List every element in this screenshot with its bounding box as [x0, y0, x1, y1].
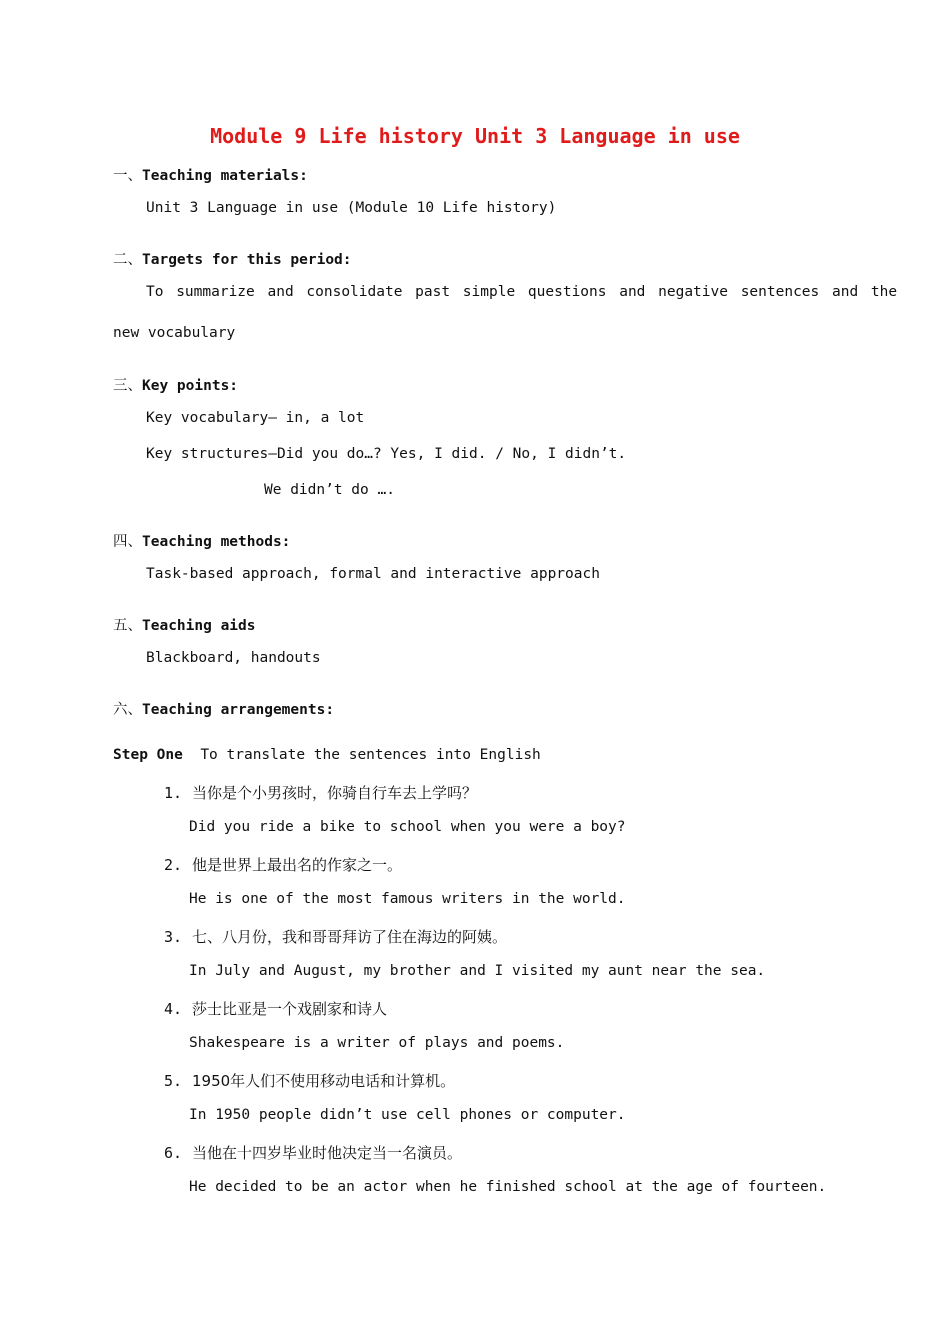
- section-number: 一、: [113, 168, 142, 184]
- section-heading-materials: [113, 164, 308, 185]
- item-chinese: [164, 782, 477, 803]
- item-number: 1.: [164, 784, 183, 802]
- step-instruction: To translate the sentences into English: [200, 747, 541, 763]
- item-english: Shakespeare is a writer of plays and poems.: [189, 1035, 565, 1051]
- item-chinese: [164, 854, 402, 875]
- item-english: In 1950 people didn’t use cell phones or computer.: [189, 1107, 626, 1123]
- section-heading-key-points: [113, 374, 238, 395]
- item-english: Did you ride a bike to school when you were a boy?: [189, 819, 626, 835]
- section-text: Blackboard, handouts: [146, 650, 321, 666]
- section-text: Unit 3 Language in use (Module 10 Life history): [146, 200, 557, 216]
- item-number: 2.: [164, 856, 183, 874]
- section-title: Teaching arrangements:: [142, 702, 335, 718]
- item-english: He is one of the most famous writers in the world.: [189, 891, 626, 907]
- section-number: 四、: [113, 534, 142, 550]
- section-heading-targets: [113, 248, 352, 269]
- section-number: 二、: [113, 252, 142, 268]
- step-one: [113, 747, 541, 763]
- item-chinese: [164, 998, 387, 1019]
- step-label: Step One: [113, 747, 183, 763]
- key-structures: Key structures—Did you do…? Yes, I did. / No, I didn’t.: [146, 446, 627, 462]
- item-chinese-text: 七、八月份，我和哥哥拜访了住在海边的阿姨。: [192, 928, 508, 946]
- section-title: Teaching materials:: [142, 168, 308, 184]
- item-chinese-text: 他是世界上最出名的作家之一。: [192, 856, 403, 874]
- section-heading-methods: [113, 530, 290, 551]
- item-chinese-text: 当他在十四岁毕业时他决定当一名演员。: [192, 1144, 463, 1162]
- item-english: In July and August, my brother and I visited my aunt near the sea.: [189, 963, 766, 979]
- section-heading-arrangements: [113, 698, 334, 719]
- item-chinese: [164, 926, 507, 947]
- section-title: Key points:: [142, 378, 239, 394]
- item-chinese-text: 莎士比亚是一个戏剧家和诗人: [192, 1000, 388, 1018]
- item-number: 6.: [164, 1144, 183, 1162]
- section-title: Targets for this period:: [142, 252, 352, 268]
- page-title: Module 9 Life history Unit 3 Language in use: [210, 124, 740, 148]
- item-chinese-text: 当你是个小男孩时，你骑自行车去上学吗？: [192, 784, 478, 802]
- section-title: Teaching aids: [142, 618, 256, 634]
- item-number: 5.: [164, 1072, 183, 1090]
- section-text-line1: To summarize and consolidate past simple questions and negative sentences and the: [146, 284, 898, 300]
- section-title: Teaching methods:: [142, 534, 291, 550]
- section-number: 六、: [113, 702, 142, 718]
- item-chinese: [164, 1142, 462, 1163]
- key-vocabulary: Key vocabulary— in, a lot: [146, 410, 365, 426]
- item-chinese: [164, 1070, 455, 1091]
- item-chinese-text: 1950年人们不使用移动电话和计算机。: [192, 1072, 456, 1090]
- section-number: 三、: [113, 378, 142, 394]
- item-number: 4.: [164, 1000, 183, 1018]
- item-english: He decided to be an actor when he finished school at the age of fourteen.: [189, 1179, 827, 1195]
- section-number: 五、: [113, 618, 142, 634]
- section-heading-aids: [113, 614, 256, 635]
- section-text: Task-based approach, formal and interactive approach: [146, 566, 600, 582]
- key-structures-negative: We didn’t do ….: [264, 482, 395, 498]
- section-text-line2: new vocabulary: [113, 325, 236, 341]
- item-number: 3.: [164, 928, 183, 946]
